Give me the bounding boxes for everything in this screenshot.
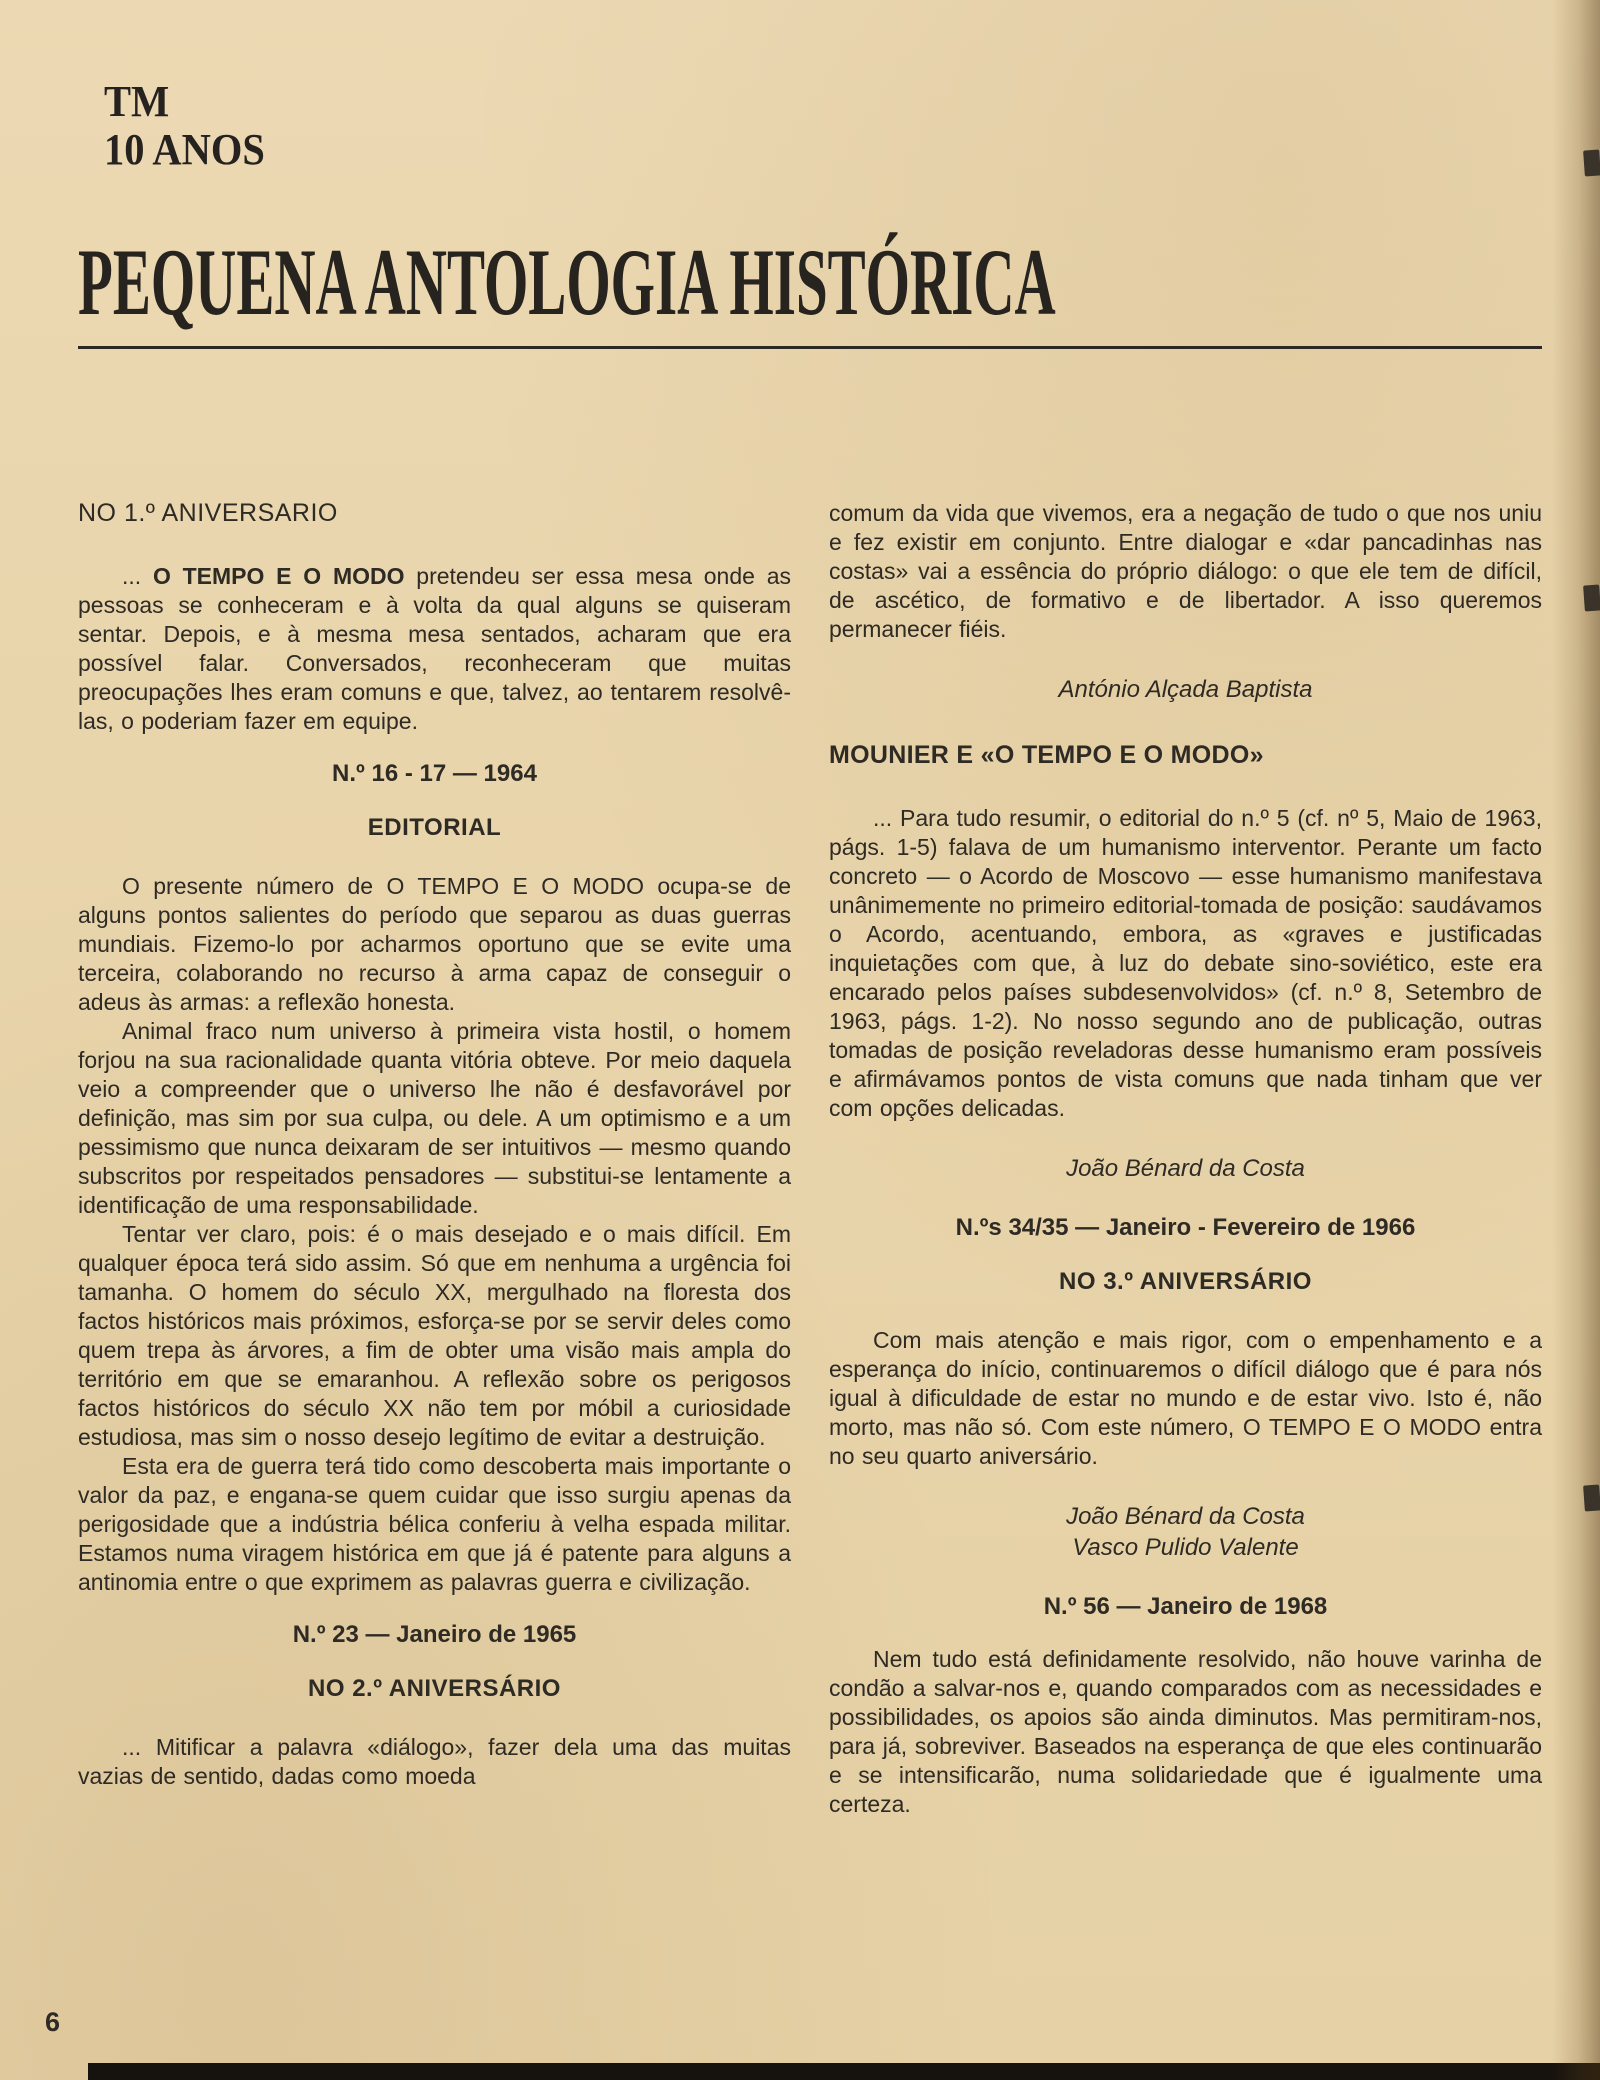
signature-joao-benard-da-costa: João Bénard da Costa <box>1066 1155 1305 1182</box>
paragraph-1st-anniversary-text: pretendeu ser essa mesa onde as pessoas se conheceram e à volta da qual alguns se quiseram sentar. Depois, e à mesma mesa sentados, acharam que era possível falar. Conversados, reconheceram que muitas preocupações lhes eram comuns e que, talvez, ao tentarem resolvê-las, o poderiam fazer em equipe. <box>78 563 791 734</box>
masthead-10-anos: 10 ANOS <box>104 125 265 174</box>
binding-mark-top <box>1583 149 1600 176</box>
paragraph-2nd-anniversary: ... Mitificar a palavra «diálogo», fazer dela uma das muitas vazias de sentido, dadas como moeda <box>78 1734 791 1789</box>
right-column <box>829 499 1542 1819</box>
binding-mark-middle <box>1583 584 1600 611</box>
signature-antonio-alcada-baptista: António Alçada Baptista <box>1058 676 1313 703</box>
issue-line-34-35-1966: N.ºs 34/35 — Janeiro - Fevereiro de 1966 <box>955 1214 1416 1241</box>
editorial-heading: EDITORIAL <box>367 814 502 841</box>
editorial-paragraph-4: Esta era de guerra terá tido como descoberta mais importante o valor da paz, e engana-se quem cuidar que isso surgiu apenas da perigosidade que a indústria bélica conferiu à velha espada militar. Estamos numa viragem histórica em que já é patente para alguns a antinomia entre o que exprimem as palavras guerra e civilização. <box>78 1453 791 1595</box>
section-heading-1st-anniversary: NO 1.º ANIVERSARIO <box>78 499 338 527</box>
journal-name-bold: O TEMPO E O MODO <box>152 563 405 589</box>
editorial-paragraph-2: Animal fraco num universo à primeira vista hostil, o homem forjou na sua racionalidade quanta vitória obteve. Por meio daquela veio a compreender que o universo lhe não é desfavorável por definição, mas sim por sua culpa, ou dele. A um optimismo e a um pessimismo que nunca deixaram de ser intuitivos — mesmo quando subscritos por respeitados pensadores — substitui-se lentamente a identificação de uma responsabilidade. <box>78 1018 791 1218</box>
page-content <box>0 78 1600 1819</box>
two-column-body <box>78 499 1542 1819</box>
section-heading-2nd-anniversary: NO 2.º ANIVERSÁRIO <box>308 1675 561 1702</box>
signature-vasco-pulido-valente: Vasco Pulido Valente <box>1072 1534 1299 1561</box>
page-title: PEQUENA ANTOLOGIA HISTÓRICA <box>78 229 1056 335</box>
bottom-ink-bar <box>88 2063 1600 2080</box>
editorial-paragraph-3: Tentar ver claro, pois: é o mais desejado e o mais difícil. Em qualquer época terá sido assim. Só que em nenhuma a urgência foi tamanha. O homem do século XX, mergulhado na floresta dos factos históricos mais próximos, esforça-se por se servir deles como quem trepa às árvores, a fim de obter uma visão mais ampla do território em que se emaranhou. A reflexão sobre os perigosos factos históricos do século XX não tem por móbil a curiosidade estudiosa, mas sim o nosso desejo legítimo de evitar a destruição. <box>78 1221 791 1450</box>
section-heading-3rd-anniversary: NO 3.º ANIVERSÁRIO <box>1059 1268 1312 1295</box>
section-heading-mounier: MOUNIER E «O TEMPO E O MODO» <box>829 741 1264 769</box>
page-number: 6 <box>45 2007 61 2037</box>
signature-joao-benard-da-costa-2: João Bénard da Costa <box>1066 1503 1305 1530</box>
paragraph-1st-anniversary <box>78 562 791 736</box>
left-column <box>78 499 791 1819</box>
signature-double <box>829 1501 1542 1563</box>
binding-mark-bottom <box>1583 1484 1600 1511</box>
masthead-tm: TM <box>104 77 170 126</box>
editorial-paragraph-1: O presente número de O TEMPO E O MODO ocupa-se de alguns pontos salientes do período que separou as duas guerras mundiais. Fizemo-lo por acharmos oportuno que se evite uma terceira, colaborando no recurso à arma capaz de conseguir o adeus às armas: a reflexão honesta. <box>78 873 791 1015</box>
paragraph-3rd-anniversary: Com mais atenção e mais rigor, com o empenhamento e a esperança do início, continuaremos o difícil diálogo que é para nós igual à dificuldade de estar no mundo e de estar vivo. Isto é, não morto, mas não só. Com este número, O TEMPO E O MODO entra no seu quarto aniversário. <box>829 1327 1542 1469</box>
paragraph-56-1968: Nem tudo está definidamente resolvido, não houve varinha de condão a salvar-nos e, quando comparados com as necessidades e possibilidades, os apoios são ainda diminutos. Mas permitiram-nos, para já, sobreviver. Baseados na esperança de que eles continuarão e se intensificarão, numa solidariedade que é igualmente uma certeza. <box>829 1646 1542 1817</box>
paragraph-mounier: ... Para tudo resumir, o editorial do n.º 5 (cf. nº 5, Maio de 1963, págs. 1-5) falava de um humanismo interventor. Perante um facto concreto — o Acordo de Moscovo — esse humanismo manifestava unânimemente no primeiro editorial-tomada de posição: saudávamos o Acordo, acentuando, embora, as «graves e justificadas inquietações com que, à luz do debate sino-soviético, este era encarado pelos países subdesenvolvidos» (cf. n.º 8, Setembro de 1963, págs. 1-2). No nosso segundo ano de publicação, outras tomadas de posição reveladoras desse humanismo eram possíveis e afirmávamos pontos de vista comuns que nada tinham que ver com opções delicadas. <box>829 805 1542 1121</box>
issue-line-23-1965: N.º 23 — Janeiro de 1965 <box>292 1621 577 1648</box>
paragraph-2nd-anniversary-continued: comum da vida que vivemos, era a negação de tudo o que nos uniu e fez existir em conjunto. Entre dialogar e «dar pancadinhas nas costas» vai a essência do próprio diálogo: o que ele tem de difícil, de ascético, de formativo e de libertador. A isso queremos permanecer fiéis. <box>829 500 1542 642</box>
masthead <box>104 78 1427 174</box>
headline-rule <box>78 346 1542 349</box>
issue-line-16-17-1964: N.º 16 - 17 — 1964 <box>332 760 537 787</box>
ellipsis: ... <box>122 563 153 589</box>
issue-line-56-1968: N.º 56 — Janeiro de 1968 <box>1043 1593 1328 1620</box>
